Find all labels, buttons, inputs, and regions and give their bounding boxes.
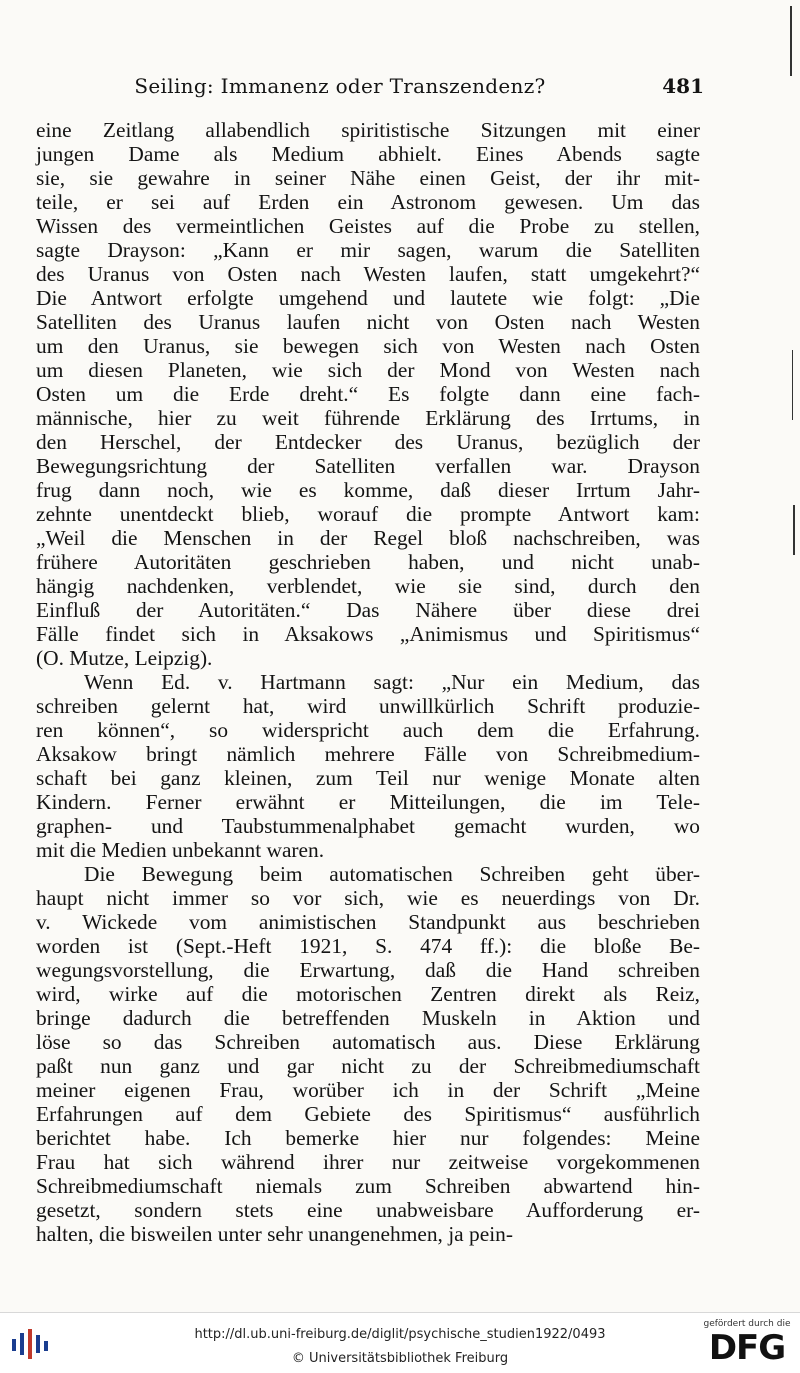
- text-line: Satelliten des Uranus laufen nicht von Osten nach Westen: [36, 310, 700, 334]
- text-line: haupt nicht immer so vor sich, wie es neuerdings von Dr.: [36, 886, 700, 910]
- text-line: Die Antwort erfolgte umgehend und lautete wie folgt: „Die: [36, 286, 700, 310]
- text-line: um diesen Planeten, wie sich der Mond von Westen nach: [36, 358, 700, 382]
- text-line: des Uranus von Osten nach Westen laufen, statt umgekehrt?“: [36, 262, 700, 286]
- text-line: männische, hier zu weit führende Erklärung des Irrtums, in: [36, 406, 700, 430]
- text-line: Aksakow bringt nämlich mehrere Fälle von Schreibmedium-: [36, 742, 700, 766]
- text-line: bringe dadurch die betreffenden Muskeln in Aktion und: [36, 1006, 700, 1030]
- text-line: Einfluß der Autoritäten.“ Das Nähere über diese drei: [36, 598, 700, 622]
- text-line: Wenn Ed. v. Hartmann sagt: „Nur ein Medium, das: [84, 670, 700, 694]
- text-line: v. Wickede vom animistischen Standpunkt aus beschrieben: [36, 910, 700, 934]
- text-line: Kindern. Ferner erwähnt er Mitteilungen, die im Tele-: [36, 790, 700, 814]
- page-number: 481: [662, 74, 704, 98]
- dfg-logo: DFG: [708, 1328, 786, 1368]
- text-line: löse so das Schreiben automatisch aus. Diese Erklärung: [36, 1030, 700, 1054]
- running-head: [36, 74, 704, 104]
- dfg-caption: gefördert durch die: [703, 1319, 791, 1329]
- edge-scan-mark: [793, 505, 795, 555]
- text-line: wegungsvorstellung, die Erwartung, daß die Hand schreiben: [36, 958, 700, 982]
- text-line: Frau hat sich während ihrer nur zeitweise vorgekommenen: [36, 1150, 700, 1174]
- text-line: meiner eigenen Frau, worüber ich in der Schrift „Meine: [36, 1078, 700, 1102]
- text-line: ren können“, so widerspricht auch dem die Erfahrung.: [36, 718, 700, 742]
- body-text: [36, 118, 700, 1246]
- running-title: Seiling: Immanenz oder Transzendenz?: [134, 74, 546, 98]
- text-line: zehnte unentdeckt blieb, worauf die prompte Antwort kam:: [36, 502, 700, 526]
- text-line: Schreibmediumschaft niemals zum Schreiben abwartend hin-: [36, 1174, 700, 1198]
- text-line: um den Uranus, sie bewegen sich von Westen nach Osten: [36, 334, 700, 358]
- text-line: Wissen des vermeintlichen Geistes auf die Probe zu stellen,: [36, 214, 700, 238]
- text-line: jungen Dame als Medium abhielt. Eines Abends sagte: [36, 142, 700, 166]
- text-line: eine Zeitlang allabendlich spiritistische Sitzungen mit einer: [36, 118, 700, 142]
- text-line: paßt nun ganz und gar nicht zu der Schreibmediumschaft: [36, 1054, 700, 1078]
- text-line: Fälle findet sich in Aksakows „Animismus und Spiritismus“: [36, 622, 700, 646]
- copyright-notice: © Universitätsbibliothek Freiburg: [291, 1351, 509, 1366]
- text-line: schreiben gelernt hat, wird unwillkürlich Schrift produzie-: [36, 694, 700, 718]
- text-line: sagte Drayson: „Kann er mir sagen, warum die Satelliten: [36, 238, 700, 262]
- edge-scan-mark: [792, 350, 793, 420]
- text-line: Bewegungsrichtung der Satelliten verfallen war. Drayson: [36, 454, 700, 478]
- text-line: schaft bei ganz kleinen, zum Teil nur wenige Monate alten: [36, 766, 700, 790]
- text-line: „Weil die Menschen in der Regel bloß nachschreiben, was: [36, 526, 700, 550]
- text-line: Erfahrungen auf dem Gebiete des Spiritismus“ ausführlich: [36, 1102, 700, 1126]
- text-line: hängig nachdenken, verblendet, wie sie sind, durch den: [36, 574, 700, 598]
- source-url-link[interactable]: http://dl.ub.uni-freiburg.de/diglit/psychische_studien1922/0493: [194, 1327, 606, 1342]
- text-line: (O. Mutze, Leipzig).: [36, 646, 213, 670]
- edge-scan-mark: [790, 6, 792, 76]
- text-line: Die Bewegung beim automatischen Schreiben geht über-: [84, 862, 700, 886]
- text-line: den Herschel, der Entdecker des Uranus, bezüglich der: [36, 430, 700, 454]
- text-line: sie, sie gewahre in seiner Nähe einen Geist, der ihr mit-: [36, 166, 700, 190]
- text-line: gesetzt, sondern stets eine unabweisbare Aufforderung er-: [36, 1198, 700, 1222]
- text-line: frug dann noch, wie es komme, daß dieser Irrtum Jahr-: [36, 478, 700, 502]
- text-line: berichtet habe. Ich bemerke hier nur folgendes: Meine: [36, 1126, 700, 1150]
- text-line: frühere Autoritäten geschrieben haben, und nicht unab-: [36, 550, 700, 574]
- text-line: worden ist (Sept.-Heft 1921, S. 474 ff.): die bloße Be-: [36, 934, 700, 958]
- text-line: graphen- und Taubstummenalphabet gemacht wurden, wo: [36, 814, 700, 838]
- text-line: halten, die bisweilen unter sehr unangenehmen, ja pein-: [36, 1222, 513, 1246]
- dfg-funding-badge: [702, 1319, 792, 1369]
- text-line: wird, wirke auf die motorischen Zentren direkt als Reiz,: [36, 982, 700, 1006]
- text-line: mit die Medien unbekannt waren.: [36, 838, 325, 862]
- text-line: Osten um die Erde dreht.“ Es folgte dann eine fach-: [36, 382, 700, 406]
- footer-bar: [0, 1312, 800, 1373]
- text-line: teile, er sei auf Erden ein Astronom gewesen. Um das: [36, 190, 700, 214]
